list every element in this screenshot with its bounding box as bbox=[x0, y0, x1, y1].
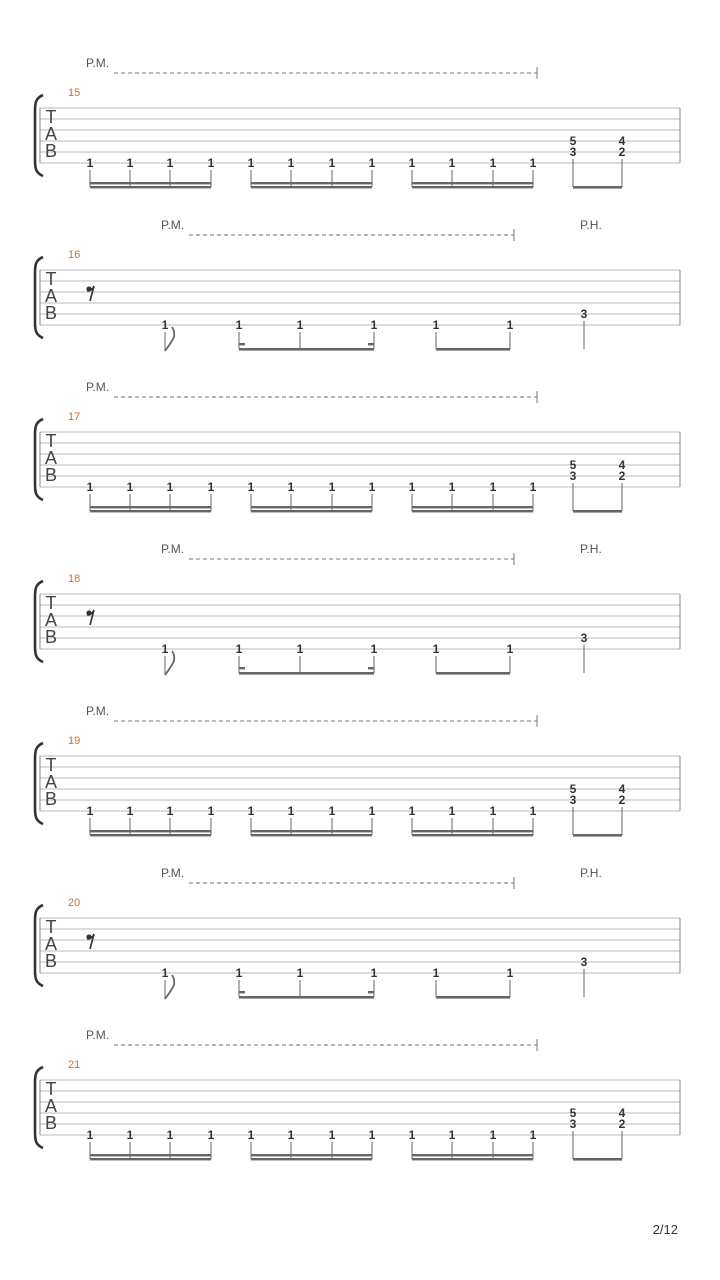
beam-primary bbox=[90, 830, 211, 832]
fret-number: 5 bbox=[569, 134, 577, 148]
system-20 bbox=[35, 866, 680, 999]
beam-primary bbox=[90, 1154, 211, 1156]
fret-number: 4 bbox=[618, 1106, 626, 1120]
palm-mute-label: P.M. bbox=[86, 380, 110, 394]
beam-secondary bbox=[412, 510, 533, 512]
fret-number: 1 bbox=[370, 966, 378, 980]
fret-number: 3 bbox=[569, 145, 577, 159]
system-bracket bbox=[35, 1067, 43, 1148]
fret-number: 1 bbox=[370, 318, 378, 332]
beam-primary bbox=[412, 182, 533, 184]
tab-clef-t: T bbox=[45, 593, 57, 613]
fret-number: 1 bbox=[408, 804, 416, 818]
beam-primary bbox=[251, 1154, 372, 1156]
system-18 bbox=[35, 542, 680, 675]
fret-number: 4 bbox=[618, 134, 626, 148]
measure-number: 16 bbox=[68, 249, 81, 261]
beam-secondary bbox=[90, 1158, 211, 1160]
beam-secondary bbox=[251, 186, 372, 188]
beam-primary bbox=[90, 182, 211, 184]
measure-number: 15 bbox=[68, 87, 81, 99]
fret-number: 3 bbox=[580, 631, 588, 645]
fret-number: 1 bbox=[408, 480, 416, 494]
fret-number: 1 bbox=[287, 156, 295, 170]
fret-number: 2 bbox=[618, 793, 626, 807]
fret-number: 1 bbox=[368, 804, 376, 818]
tab-clef-b: B bbox=[44, 951, 58, 971]
fret-number: 1 bbox=[207, 1128, 215, 1142]
fret-number: 1 bbox=[328, 1128, 336, 1142]
fret-number: 1 bbox=[86, 804, 94, 818]
beam-secondary bbox=[251, 510, 372, 512]
tab-clef-t: T bbox=[45, 917, 57, 937]
beam-primary bbox=[436, 996, 510, 999]
fret-number: 1 bbox=[529, 156, 537, 170]
tab-clef-a: A bbox=[44, 1096, 58, 1116]
system-15 bbox=[35, 56, 680, 189]
fret-number: 1 bbox=[126, 156, 134, 170]
fret-number: 1 bbox=[287, 1128, 295, 1142]
beam-secondary bbox=[412, 1158, 533, 1160]
fret-number: 1 bbox=[166, 480, 174, 494]
tab-clef-b: B bbox=[44, 303, 58, 323]
beam-hook bbox=[239, 991, 245, 993]
fret-number: 1 bbox=[432, 318, 440, 332]
tab-clef-a: A bbox=[44, 286, 58, 306]
beam-primary bbox=[412, 1154, 533, 1156]
fret-number: 1 bbox=[506, 642, 514, 656]
beam-secondary bbox=[90, 510, 211, 512]
system-17 bbox=[35, 380, 680, 513]
tab-clef-t: T bbox=[45, 269, 57, 289]
fret-number: 1 bbox=[432, 642, 440, 656]
tab-clef-b: B bbox=[44, 627, 58, 647]
tab-clef-t: T bbox=[45, 1079, 57, 1099]
system-bracket bbox=[35, 419, 43, 500]
fret-number: 1 bbox=[161, 642, 169, 656]
fret-number: 2 bbox=[618, 145, 626, 159]
beam-primary bbox=[251, 830, 372, 832]
fret-number: 1 bbox=[126, 480, 134, 494]
measure-number: 20 bbox=[68, 897, 81, 909]
fret-number: 3 bbox=[569, 1117, 577, 1131]
fret-number: 1 bbox=[207, 480, 215, 494]
tab-clef-t: T bbox=[45, 107, 57, 127]
fret-number: 1 bbox=[506, 966, 514, 980]
pinch-harmonic-label: P.H. bbox=[580, 218, 602, 232]
fret-number: 1 bbox=[489, 804, 497, 818]
system-bracket bbox=[35, 95, 43, 176]
beam-primary bbox=[412, 506, 533, 508]
fret-number: 1 bbox=[207, 804, 215, 818]
measure-number: 18 bbox=[68, 573, 81, 585]
fret-number: 1 bbox=[296, 966, 304, 980]
pinch-harmonic-label: P.H. bbox=[580, 866, 602, 880]
tab-clef-t: T bbox=[45, 431, 57, 451]
fret-number: 1 bbox=[235, 318, 243, 332]
palm-mute-label: P.M. bbox=[86, 1028, 110, 1042]
fret-number: 4 bbox=[618, 458, 626, 472]
fret-number: 4 bbox=[618, 782, 626, 796]
fret-number: 1 bbox=[287, 480, 295, 494]
palm-mute-label: P.M. bbox=[86, 56, 110, 70]
tab-clef-a: A bbox=[44, 124, 58, 144]
fret-number: 1 bbox=[489, 480, 497, 494]
fret-number: 1 bbox=[235, 642, 243, 656]
tab-clef-t: T bbox=[45, 755, 57, 775]
fret-number: 1 bbox=[247, 804, 255, 818]
fret-number: 1 bbox=[247, 480, 255, 494]
fret-number: 1 bbox=[161, 318, 169, 332]
fret-number: 1 bbox=[529, 804, 537, 818]
beam-primary bbox=[412, 830, 533, 832]
beam-primary bbox=[251, 506, 372, 508]
beam-primary bbox=[251, 182, 372, 184]
palm-mute-label: P.M. bbox=[86, 704, 110, 718]
beam-secondary bbox=[90, 834, 211, 836]
beam-primary bbox=[436, 348, 510, 351]
beam-hook bbox=[368, 667, 374, 669]
fret-number: 2 bbox=[618, 469, 626, 483]
fret-number: 1 bbox=[166, 1128, 174, 1142]
fret-number: 1 bbox=[432, 966, 440, 980]
measure-number: 19 bbox=[68, 735, 81, 747]
measure-number: 17 bbox=[68, 411, 81, 423]
beam-primary bbox=[239, 996, 374, 999]
fret-number: 2 bbox=[618, 1117, 626, 1131]
fret-number: 1 bbox=[296, 318, 304, 332]
palm-mute-label: P.M. bbox=[161, 542, 185, 556]
system-bracket bbox=[35, 257, 43, 338]
system-bracket bbox=[35, 743, 43, 824]
system-16 bbox=[35, 218, 680, 351]
tab-clef-a: A bbox=[44, 934, 58, 954]
tab-clef-b: B bbox=[44, 1113, 58, 1133]
fret-number: 1 bbox=[529, 1128, 537, 1142]
palm-mute-label: P.M. bbox=[161, 218, 185, 232]
system-bracket bbox=[35, 581, 43, 662]
fret-number: 1 bbox=[529, 480, 537, 494]
fret-number: 1 bbox=[328, 480, 336, 494]
beam-primary bbox=[573, 510, 622, 513]
beam-primary bbox=[573, 1158, 622, 1161]
beam-primary bbox=[90, 506, 211, 508]
beam-primary bbox=[239, 348, 374, 351]
fret-number: 3 bbox=[580, 955, 588, 969]
beam-hook bbox=[368, 343, 374, 345]
system-19 bbox=[35, 704, 680, 837]
fret-number: 1 bbox=[86, 156, 94, 170]
fret-number: 1 bbox=[408, 156, 416, 170]
beam-primary bbox=[436, 672, 510, 675]
fret-number: 1 bbox=[126, 804, 134, 818]
beam-primary bbox=[239, 672, 374, 675]
fret-number: 1 bbox=[161, 966, 169, 980]
beam-primary bbox=[573, 186, 622, 189]
fret-number: 1 bbox=[207, 156, 215, 170]
fret-number: 1 bbox=[86, 1128, 94, 1142]
fret-number: 1 bbox=[370, 642, 378, 656]
tab-clef-a: A bbox=[44, 610, 58, 630]
fret-number: 1 bbox=[448, 156, 456, 170]
fret-number: 1 bbox=[235, 966, 243, 980]
fret-number: 1 bbox=[506, 318, 514, 332]
pinch-harmonic-label: P.H. bbox=[580, 542, 602, 556]
beam-hook bbox=[239, 667, 245, 669]
fret-number: 1 bbox=[247, 156, 255, 170]
fret-number: 5 bbox=[569, 458, 577, 472]
beam-secondary bbox=[90, 186, 211, 188]
tab-clef-a: A bbox=[44, 772, 58, 792]
beam-secondary bbox=[412, 186, 533, 188]
beam-hook bbox=[368, 991, 374, 993]
fret-number: 1 bbox=[448, 804, 456, 818]
fret-number: 1 bbox=[368, 156, 376, 170]
fret-number: 5 bbox=[569, 782, 577, 796]
fret-number: 1 bbox=[408, 1128, 416, 1142]
palm-mute-label: P.M. bbox=[161, 866, 185, 880]
fret-number: 1 bbox=[126, 1128, 134, 1142]
fret-number: 1 bbox=[247, 1128, 255, 1142]
fret-number: 3 bbox=[569, 793, 577, 807]
fret-number: 1 bbox=[166, 804, 174, 818]
fret-number: 1 bbox=[368, 480, 376, 494]
fret-number: 1 bbox=[448, 480, 456, 494]
fret-number: 1 bbox=[328, 804, 336, 818]
beam-secondary bbox=[412, 834, 533, 836]
fret-number: 1 bbox=[166, 156, 174, 170]
fret-number: 1 bbox=[368, 1128, 376, 1142]
beam-secondary bbox=[251, 834, 372, 836]
system-bracket bbox=[35, 905, 43, 986]
page-number: 2/12 bbox=[652, 1222, 678, 1237]
fret-number: 1 bbox=[296, 642, 304, 656]
beam-secondary bbox=[251, 1158, 372, 1160]
beam-primary bbox=[573, 834, 622, 837]
fret-number: 1 bbox=[86, 480, 94, 494]
fret-number: 1 bbox=[489, 156, 497, 170]
fret-number: 5 bbox=[569, 1106, 577, 1120]
tab-clef-a: A bbox=[44, 448, 58, 468]
system-21 bbox=[35, 1028, 680, 1161]
measure-number: 21 bbox=[68, 1059, 81, 1071]
fret-number: 1 bbox=[287, 804, 295, 818]
fret-number: 1 bbox=[489, 1128, 497, 1142]
fret-number: 3 bbox=[569, 469, 577, 483]
fret-number: 1 bbox=[328, 156, 336, 170]
tab-clef-b: B bbox=[44, 141, 58, 161]
tab-clef-b: B bbox=[44, 789, 58, 809]
fret-number: 3 bbox=[580, 307, 588, 321]
fret-number: 1 bbox=[448, 1128, 456, 1142]
beam-hook bbox=[239, 343, 245, 345]
tab-clef-b: B bbox=[44, 465, 58, 485]
